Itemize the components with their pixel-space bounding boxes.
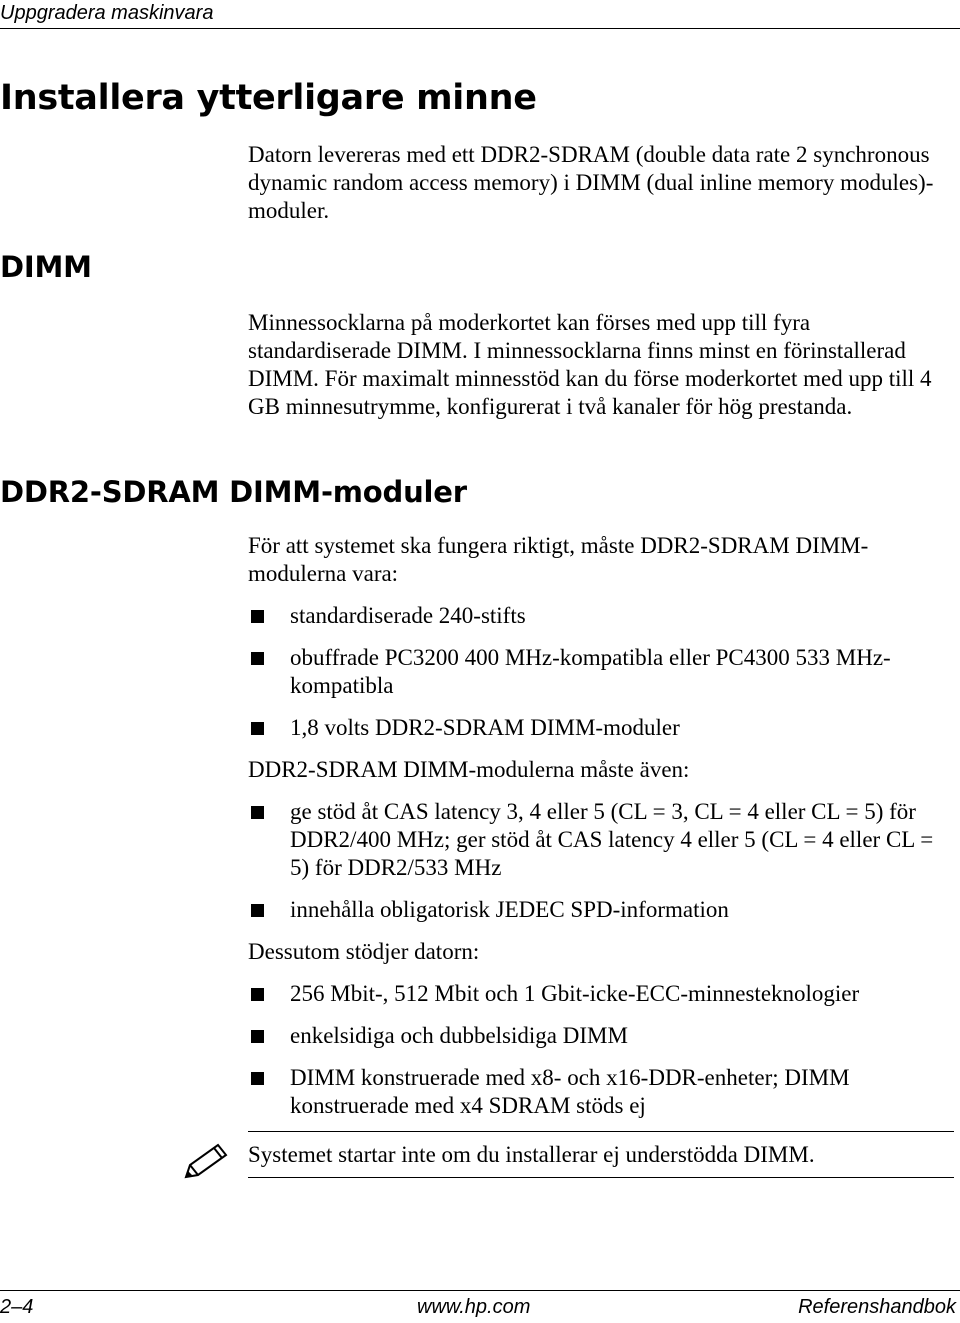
dimm-paragraph-2 bbox=[248, 309, 954, 421]
support-list bbox=[248, 980, 954, 1120]
pencil-icon bbox=[180, 1141, 232, 1183]
also-list bbox=[248, 798, 954, 924]
page-number: 2–4 bbox=[0, 1296, 34, 1318]
ddr2-heading: DDR2-SDRAM DIMM-moduler bbox=[0, 475, 467, 509]
list-item: obuffrade PC3200 400 MHz-kompatibla eller PC4300 533 MHz-kompatibla bbox=[248, 644, 954, 700]
square-bullet-icon bbox=[251, 652, 264, 665]
support-intro: Dessutom stödjer datorn: bbox=[248, 939, 480, 964]
dimm-sockets-text: Minnessocklarna på moderkortet kan förses med upp till fyra standardiserade DIMM. I minnessocklarna finns minst en förinstallerad DIMM. För maximalt minnesstöd kan du förse moderkortet med upp till 4 GB minnesutrymme, konfigurerat i två kanaler för hög prestanda. bbox=[248, 310, 932, 419]
section-title: Installera ytterligare minne bbox=[0, 78, 537, 118]
square-bullet-icon bbox=[251, 904, 264, 917]
footer-url: www.hp.com bbox=[417, 1296, 531, 1318]
running-header-title: Uppgradera maskinvara bbox=[0, 2, 214, 24]
list-item: enkelsidiga och dubbelsidiga DIMM bbox=[248, 1022, 954, 1050]
dimm-heading: DIMM bbox=[0, 250, 92, 284]
list-item: standardiserade 240-stifts bbox=[248, 602, 954, 630]
dimm-intro-text: Datorn levereras med ett DDR2-SDRAM (double data rate 2 synchronous dynamic random access memory) i DIMM (dual inline memory modules)-moduler. bbox=[248, 142, 934, 223]
note-rule-top bbox=[248, 1131, 954, 1132]
ddr2-intro-text: För att systemet ska fungera riktigt, måste DDR2-SDRAM DIMM-modulerna vara: bbox=[248, 533, 869, 586]
square-bullet-icon bbox=[251, 988, 264, 1001]
list-item: ge stöd åt CAS latency 3, 4 eller 5 (CL = 3, CL = 4 eller CL = 5) för DDR2/400 MHz; ger stöd åt CAS latency 4 eller 5 (CL = 4 eller CL = 5) för DDR2/533 MHz bbox=[248, 798, 954, 882]
list-item: innehålla obligatorisk JEDEC SPD-information bbox=[248, 896, 954, 924]
note-rule-bottom bbox=[248, 1177, 954, 1178]
dimm-paragraph-1 bbox=[248, 141, 954, 225]
list-item: 1,8 volts DDR2-SDRAM DIMM-moduler bbox=[248, 714, 954, 742]
footer-book-title: Referenshandbok bbox=[798, 1296, 956, 1318]
list-item: 256 Mbit-, 512 Mbit och 1 Gbit-icke-ECC-minnesteknologier bbox=[248, 980, 954, 1008]
ddr2-section-body bbox=[248, 532, 954, 1120]
note-text: Systemet startar inte om du installerar ej understödda DIMM. bbox=[248, 1142, 815, 1167]
square-bullet-icon bbox=[251, 1030, 264, 1043]
square-bullet-icon bbox=[251, 722, 264, 735]
list-item: DIMM konstruerade med x8- och x16-DDR-enheter; DIMM konstruerade med x4 SDRAM stöds ej bbox=[248, 1064, 954, 1120]
header-rule bbox=[0, 28, 960, 29]
square-bullet-icon bbox=[251, 610, 264, 623]
requirements-list bbox=[248, 602, 954, 742]
square-bullet-icon bbox=[251, 806, 264, 819]
ddr2-also-intro: DDR2-SDRAM DIMM-modulerna måste även: bbox=[248, 757, 690, 782]
footer-rule bbox=[0, 1290, 960, 1291]
square-bullet-icon bbox=[251, 1072, 264, 1085]
